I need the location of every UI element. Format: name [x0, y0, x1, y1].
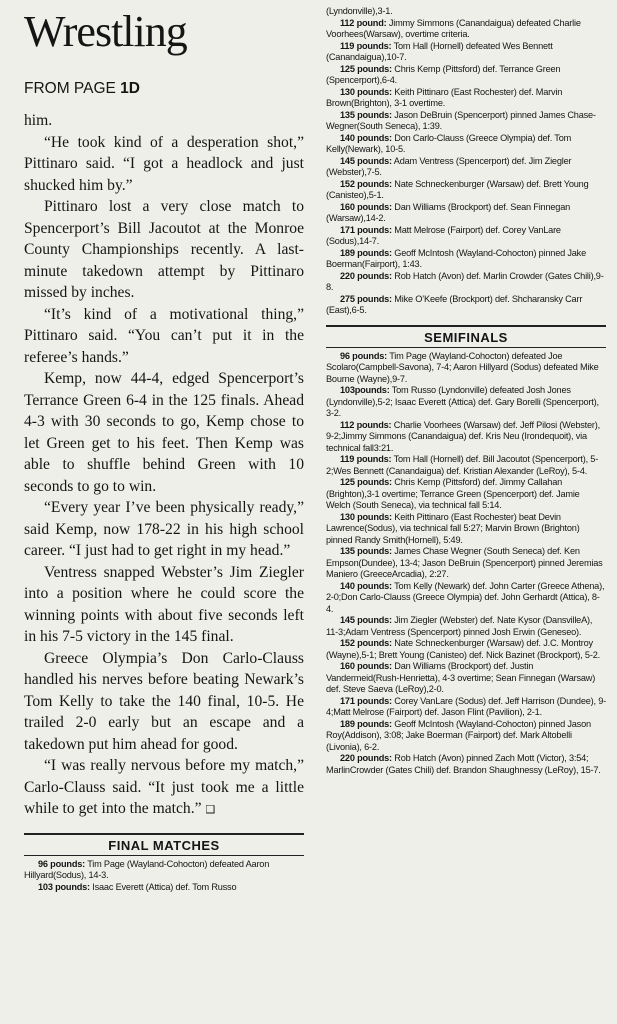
result-entry [326, 179, 606, 202]
weight-class: 135 pounds: [340, 109, 392, 120]
weight-class: 135 pounds: [340, 546, 392, 556]
weight-class: 125 pounds: [340, 477, 392, 487]
result-text: Geoff McIntosh (Wayland-Cohocton) pinned Jake Boerman(Fairport), 1:43. [326, 247, 586, 269]
article-body [24, 110, 304, 821]
result-entry [24, 882, 304, 894]
weight-class: 125 pounds: [340, 63, 392, 74]
weight-class: 140 pounds: [340, 132, 392, 143]
result-text: Don Carlo-Clauss (Greece Olympia) def. Tom Kelly(Newark), 10-5. [326, 132, 572, 154]
article-paragraph: Ventress snapped Webster’s Jim Ziegler into a position where he could score the winning points with about five seconds left in his 7-5 victory in the 145 final. [24, 563, 304, 645]
semifinals-list [326, 351, 606, 777]
result-entry [326, 133, 606, 156]
result-entry [326, 41, 606, 64]
result-text: Jason DeBruin (Spencerport) pinned James Chase-Wegner(South Seneca), 1:39. [326, 109, 596, 131]
result-entry [326, 64, 606, 87]
weight-class: 160 pounds: [340, 201, 392, 212]
result-text: Charlie Voorhees (Warsaw) def. Jeff Pilosi (Webster), 9-2;Jimmy Simmons (Canandaigua) def. Kris Neu (Irondequoit), via technical fall3:21. [326, 419, 600, 453]
weight-class: 220 pounds: [340, 270, 392, 281]
result-text: Nate Schneckenburger (Warsaw) def. J.C. Montroy (Wayne),5-1; Brett Young (Canisteo) def. Nick Bazinet (Brockport), 5-2. [326, 638, 600, 660]
result-entry [326, 294, 606, 317]
result-entry [326, 202, 606, 225]
article-paragraph: Pittinaro lost a very close match to Spencerport’s Bill Jacoutot at the Monroe County Championships recently. A last-minute takedown attempt by Pittinaro missed by inches. [24, 198, 304, 301]
weight-class: 130 pounds: [340, 511, 392, 522]
headline: Wrestling [24, 7, 187, 56]
weight-class: 96 pounds: [38, 858, 86, 869]
weight-class: 171 pounds: [340, 224, 392, 235]
weight-class: 152 pounds: [340, 178, 392, 189]
article-column [24, 8, 304, 893]
weight-class: 220 pounds: [340, 753, 392, 763]
result-text: Tom Kelly (Newark) def. John Carter (Greece Athena), 2-0;Don Carlo-Clauss (Greece Olympia) def. John Gerhardt (Attica), 8-4. [326, 580, 605, 614]
article-paragraph: him. [24, 112, 53, 129]
result-entry [326, 512, 606, 547]
weight-class: 189 pounds: [340, 247, 392, 258]
result-text: Adam Ventress (Spencerport) def. Jim Ziegler (Webster),7-5. [326, 155, 572, 177]
result-text: Mike O’Keefe (Brockport) def. Shcharansky Carr (East),6-5. [326, 293, 583, 315]
result-text: James Chase Wegner (South Seneca) def. Ken Empson(Dundee), 13-4; Jason DeBruin (Spencerport) pinned Jeremias Maniero (GreeceArcadia), 2:27. [326, 546, 603, 579]
article-paragraph: “He took kind of a desperation shot,” Pittinaro said. “I got a headlock and just shucked him by.” [24, 133, 304, 194]
result-entry [326, 156, 606, 179]
article-paragraph: “It’s kind of a motivational thing,” Pittinaro said. “You can’t put it in the referee’s hands.” [24, 305, 304, 366]
article-paragraph-last [24, 755, 304, 821]
result-entry [24, 859, 304, 882]
result-text: Tom Hall (Hornell) defeated Wes Bennett (Canandaigua),10-7. [326, 40, 553, 62]
result-text: Dan Williams (Brockport) def. Sean Finnegan (Warsaw),14-2. [326, 201, 571, 223]
result-entry [326, 581, 606, 616]
final-matches-heading: FINAL MATCHES [24, 833, 304, 856]
final-matches-list-continued [326, 18, 606, 317]
weight-class: 140 pounds: [340, 580, 392, 591]
result-entry [326, 110, 606, 133]
weight-class: 96 pounds: [340, 350, 388, 361]
result-entry [326, 420, 606, 455]
result-text: Rob Hatch (Avon) def. Marlin Crowder (Gates Chili),9-8. [326, 270, 604, 292]
result-text: Tom Russo (Lyndonville) defeated Josh Jones (Lyndonville),5-2; Isaac Everett (Attica) def. Gary Borelli (Spencerport), 3-2. [326, 385, 599, 418]
result-entry [326, 661, 606, 696]
weight-class: 119 pounds: [340, 454, 392, 464]
weight-class: 112 pounds: [340, 419, 392, 430]
weight-class: 189 pounds: [340, 718, 392, 729]
weight-class: 160 pounds: [340, 661, 392, 671]
result-text: Nate Schneckenburger (Warsaw) def. Brett Young (Canisteo),5-1. [326, 178, 589, 200]
result-entry [326, 477, 606, 512]
weight-class: 152 pounds: [340, 638, 392, 648]
result-entry [326, 454, 606, 477]
article-paragraph: “Every year I’ve been physically ready,” said Kemp, now 178-22 in his high school career. “I just had to get right in my head.” [24, 499, 304, 559]
result-text: Geoff McIntosh (Wayland-Cohocton) pinned Jason Roy(Addison), 3:08; Jake Boerman (Fairport) def. Mark Altobelli (Livonia), 6-2. [326, 718, 591, 752]
result-entry [326, 719, 606, 754]
result-entry [326, 385, 606, 420]
result-entry [326, 18, 606, 41]
result-entry [326, 351, 606, 386]
final-matches-list [24, 859, 304, 894]
result-entry [326, 615, 606, 638]
weight-class: 119 pounds: [340, 40, 392, 51]
result-entry [326, 753, 606, 776]
end-mark-icon: ❑ [205, 803, 216, 816]
article-paragraph: Greece Olympia’s Don Carlo-Clauss handled his nerves before beating Newark’s Tom Kelly to take the 140 final, 10-5. He trailed 2-0 early but an escape and a takedown put him ahead for good. [24, 649, 304, 753]
result-text: Tom Hall (Hornell) def. Bill Jacoutot (Spencerport), 5-2;Wes Bennett (Canandaigua) def. Kristian Alexander (LeRoy), 5-4. [326, 454, 599, 476]
result-entry [326, 87, 606, 110]
result-text: Matt Melrose (Fairport) def. Corey VanLare (Sodus),14-7. [326, 224, 561, 246]
weight-class: 112 pound: [340, 17, 387, 28]
article-paragraph: Kemp, now 44-4, edged Spencerport’s Terrance Green 6-4 in the 125 finals. Ahead 4-3 with 30 seconds to go, Kemp chose to let Green get to his feet. Then Kemp was able to shuffle behind Green with 10 seconds to go to win. [24, 370, 304, 495]
from-label: FROM PAGE [24, 80, 116, 97]
result-entry [326, 225, 606, 248]
result-entry [326, 638, 606, 661]
weight-class: 275 pounds: [340, 293, 392, 304]
weight-class: 103 pounds: [38, 881, 90, 892]
weight-class: 103pounds: [340, 385, 390, 395]
final-matches-continued [326, 6, 606, 317]
weight-class: 145 pounds: [340, 615, 392, 625]
semifinals-heading: SEMIFINALS [326, 325, 606, 348]
result-text: Keith Pittinaro (East Rochester) beat Devin Lawrence(Sodus), via technical fall 5:27; Marvin Brown (Brighton) pinned Randy Smith(Hornell), 5:49. [326, 511, 580, 545]
result-text: Tim Page (Wayland-Cohocton) defeated Joe Scolaro(Campbell-Savona), 7-4; Aaron Hillyard (Sodus) defeated Mike Bourne (Wayne),9-7. [326, 350, 599, 384]
result-continuation: (Lyndonville),3-1. [326, 6, 393, 16]
result-text: Isaac Everett (Attica) def. Tom Russo [92, 881, 237, 892]
results-column [326, 6, 606, 776]
result-text: Corey VanLare (Sodus) def. Jeff Harrison (Dundee), 9-4;Matt Melrose (Fairport) def. Jason Flint (Pavilion), 2-1. [326, 695, 606, 717]
result-text: Jim Ziegler (Webster) def. Nate Kysor (DansvilleA), 11-3;Adam Ventress (Spencerport) pinned Josh Erwin (Geneseo). [326, 615, 593, 637]
result-entry [326, 271, 606, 294]
from-page: 1D [120, 80, 140, 97]
weight-class: 145 pounds: [340, 155, 392, 166]
result-text: Rob Hatch (Avon) pinned Zach Mott (Victor), 3:54; MarlinCrowder (Gates Chili) def. Brandon Shaughnessy (LeRoy), 15-7. [326, 753, 601, 775]
result-entry [326, 546, 606, 581]
result-text: Chris Kemp (Pittsford) def. Jimmy Callahan (Brighton),3-1 overtime; Terrance Green (Spencerport) def. Jamie Welch (South Seneca), via technical fall 5:14. [326, 477, 580, 510]
article-paragraph: “I was really nervous before my match,” Carlo-Clauss said. “It just took me a little while to get into the match.” [24, 757, 304, 817]
weight-class: 171 pounds: [340, 695, 392, 706]
result-text: Tim Page (Wayland-Cohocton) defeated Aaron Hillyard(Sodus), 14-3. [24, 858, 270, 880]
result-text: Keith Pittinaro (East Rochester) def. Marvin Brown(Brighton), 3-1 overtime. [326, 86, 563, 108]
weight-class: 130 pounds: [340, 86, 392, 97]
result-entry [326, 248, 606, 271]
jump-line [24, 78, 304, 100]
result-text: Chris Kemp (Pittsford) def. Terrance Green (Spencerport),6-4. [326, 63, 561, 85]
result-text: Dan Williams (Brockport) def. Justin Vandermeid(Rush-Henrietta), 4-3 overtime; Sean Finnegan (Warsaw) def. Steve Saeva (LeRoy),2-0. [326, 661, 596, 694]
result-entry [326, 696, 606, 719]
result-text: Jimmy Simmons (Canandaigua) defeated Charlie Voorhees(Warsaw), overtime criteria. [326, 17, 581, 39]
